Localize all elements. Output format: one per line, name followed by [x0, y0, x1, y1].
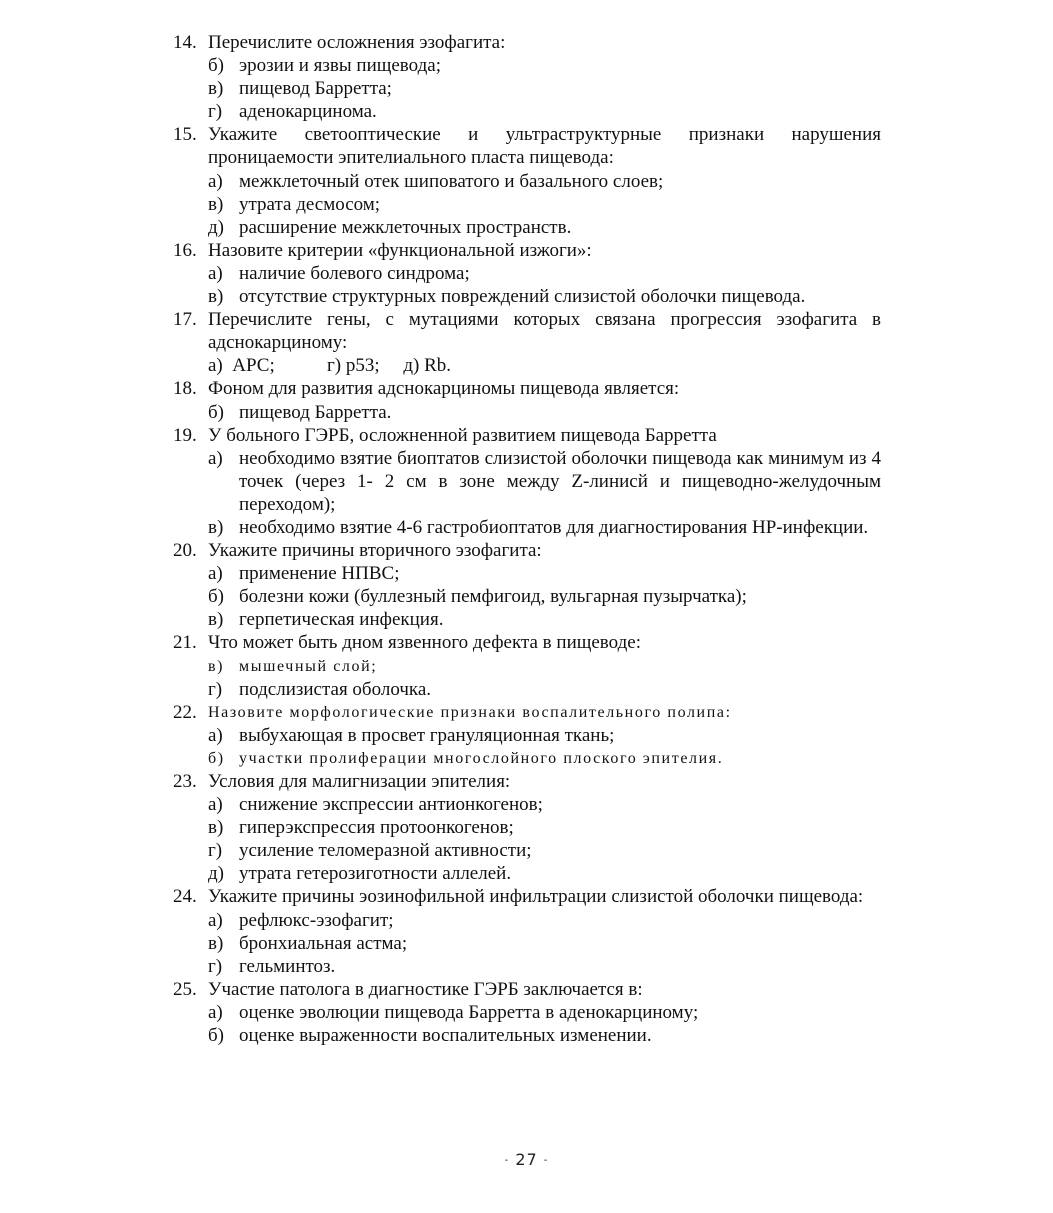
- answer-item: [208, 678, 881, 701]
- answer-item: [208, 54, 881, 77]
- answer-letter: а): [208, 794, 223, 816]
- answer-text: эрозии и язвы пищевода;: [239, 55, 441, 77]
- question-item: [173, 308, 881, 377]
- answer-letter: д): [208, 863, 224, 885]
- answer-item: [208, 193, 881, 216]
- answer-item: [208, 170, 881, 193]
- question-header: [173, 770, 881, 793]
- question-item: [173, 885, 881, 977]
- page-number-value: 27: [515, 1150, 538, 1169]
- answer-item: [208, 724, 881, 747]
- answer-text: болезни кожи (буллезный пемфигоид, вульгарная пузырчатка);: [239, 586, 747, 608]
- answer-item: [208, 608, 881, 631]
- answer-letter: б): [208, 401, 224, 423]
- question-number: 17.: [173, 309, 197, 331]
- question-header: [173, 377, 881, 400]
- answer-item: [208, 655, 881, 678]
- answer-text: гельминтоз.: [239, 955, 336, 977]
- answer-text: пищевод Барретта;: [239, 78, 392, 100]
- answer-letter: в): [208, 516, 224, 538]
- question-item: [173, 377, 881, 423]
- answer-text: оценке выраженности воспалительных изменении.: [239, 1025, 652, 1047]
- answer-text: герпетическая инфекция.: [239, 609, 444, 631]
- answer-letter: в): [208, 817, 224, 839]
- question-text: Укажите причины вторичного эзофагита:: [208, 540, 542, 562]
- answer-text: расширение межклеточных пространств.: [239, 216, 572, 238]
- question-item: [173, 31, 881, 123]
- answer-letter: в): [208, 193, 224, 215]
- question-text: Участие патолога в диагностике ГЭРБ заключается в:: [208, 978, 643, 1000]
- answer-letter: в): [208, 932, 224, 954]
- question-text: Условия для малигнизации эпителия:: [208, 771, 511, 792]
- answer-text: выбухающая в просвет грануляционная ткань;: [239, 724, 615, 746]
- answer-item: [208, 562, 881, 585]
- answer-list: [173, 793, 881, 885]
- question-text: Фоном для развития адснокарциномы пищевода является:: [208, 378, 680, 400]
- answer-item: [208, 585, 881, 608]
- answer-item: [208, 839, 881, 862]
- answer-item: [208, 285, 881, 308]
- question-header: [173, 308, 881, 354]
- answer-letter: б): [208, 55, 224, 77]
- answer-list: [173, 447, 881, 539]
- question-number: 22.: [173, 701, 197, 723]
- answer-item: [208, 862, 881, 885]
- answer-letter: в): [208, 609, 224, 631]
- answer-list: [173, 1001, 881, 1047]
- question-number: 14.: [173, 32, 197, 53]
- answer-letter: а): [208, 724, 223, 746]
- answer-text: утрата десмосом;: [239, 193, 381, 215]
- answer-text: применение НПВС;: [239, 563, 400, 585]
- question-item: [173, 424, 881, 539]
- question-item: [173, 978, 881, 1047]
- answer-letter: г): [208, 955, 223, 977]
- answer-item: [208, 447, 881, 516]
- question-item: [173, 239, 881, 308]
- answer-item: [208, 77, 881, 100]
- answer-item: [208, 909, 881, 932]
- question-item: [173, 631, 881, 700]
- answer-letter: д): [208, 216, 224, 238]
- question-text: Перечислите гены, с мутациями которых связана прогрессия эзофагита в адснокарциному:: [208, 309, 881, 354]
- question-text: У больного ГЭРБ, осложненной развитием пищевода Барретта: [208, 424, 717, 446]
- answer-item: [208, 100, 881, 123]
- answer-item: [208, 747, 881, 770]
- question-header: [173, 239, 881, 262]
- question-number: 18.: [173, 378, 197, 400]
- answer-list: [173, 170, 881, 239]
- answer-letter: б): [208, 1025, 224, 1047]
- answer-letter: а): [208, 447, 223, 469]
- question-text: Укажите причины эозинофильной инфильтрации слизистой оболочки пищевода:: [208, 886, 864, 908]
- answer-text: участки пролиферации многослойного плоского эпителия.: [239, 749, 724, 767]
- question-text: Укажите светооптические и ультраструктурные признаки нарушения проницаемости эпителиального пласта пищевода:: [208, 124, 881, 169]
- answer-letter: а): [208, 1001, 223, 1023]
- question-item: [173, 701, 881, 770]
- answer-letter: г): [208, 840, 223, 862]
- answer-text: мышечный слой;: [239, 657, 378, 675]
- answer-text: наличие болевого синдрома;: [239, 262, 470, 284]
- answer-text: рефлюкс-эзофагит;: [239, 909, 394, 931]
- answer-letter: б): [208, 749, 225, 767]
- question-item: [173, 123, 881, 238]
- answer-text: гиперэкспрессия протоонкогенов;: [239, 817, 514, 839]
- question-item: [173, 770, 881, 885]
- answer-list: [173, 724, 881, 770]
- question-text: Назовите критерии «функциональной изжоги»:: [208, 239, 592, 261]
- question-number: 15.: [173, 124, 197, 146]
- answer-text: снижение экспрессии антионкогенов;: [239, 794, 543, 816]
- question-item: [173, 539, 881, 631]
- question-number: 23.: [173, 771, 197, 792]
- answer-text: необходимо взятие биоптатов слизистой оболочки пищевода как минимум из 4 точек (через 1- 2 см в зоне между Z-линисй и пищеводно-желудочным переходом);: [239, 447, 881, 515]
- answer-letter: г): [208, 101, 223, 123]
- inline-answer-row: а) АРС; г) p53; д) Rb.: [208, 355, 452, 377]
- answer-text: подслизистая оболочка.: [239, 678, 432, 700]
- question-number: 20.: [173, 540, 197, 562]
- question-text: Что может быть дном язвенного дефекта в пищеводе:: [208, 632, 641, 654]
- answer-item: [208, 816, 881, 839]
- question-list: [173, 31, 881, 1047]
- answer-text: бронхиальная астма;: [239, 932, 408, 954]
- question-header: [173, 31, 881, 54]
- answer-letter: а): [208, 909, 223, 931]
- question-text: Назовите морфологические признаки воспалительного полипа:: [208, 703, 732, 721]
- page-number-dash-right: -: [543, 1155, 549, 1166]
- answer-letter: а): [208, 563, 223, 585]
- question-text: Перечислите осложнения эзофагита:: [208, 32, 506, 53]
- question-header: [173, 539, 881, 562]
- page-number-dash-left: -: [504, 1155, 510, 1166]
- question-number: 21.: [173, 632, 197, 654]
- answer-item: [208, 401, 881, 424]
- answer-letter: в): [208, 78, 224, 100]
- answer-text: утрата гетерозиготности аллелей.: [239, 863, 512, 885]
- answer-list: [173, 262, 881, 308]
- question-header: [173, 885, 881, 908]
- answer-item: [208, 262, 881, 285]
- answer-text: усиление теломеразной активности;: [239, 840, 532, 862]
- answer-list: [173, 655, 881, 701]
- answer-text: отсутствие структурных повреждений слизистой оболочки пищевода.: [239, 286, 806, 308]
- answer-text: оценке эволюции пищевода Барретта в аденокарциному;: [239, 1001, 699, 1023]
- answer-item: [208, 932, 881, 955]
- answer-item: [208, 955, 881, 978]
- answer-text: межклеточный отек шиповатого и базального слоев;: [239, 170, 664, 192]
- question-header: [173, 701, 881, 724]
- answer-item: [208, 793, 881, 816]
- answer-text: пищевод Барретта.: [239, 401, 392, 423]
- answer-letter: б): [208, 586, 224, 608]
- question-header: [173, 424, 881, 447]
- question-header: [173, 978, 881, 1001]
- answer-text: необходимо взятие 4-6 гастробиоптатов для диагностирования НР-инфекции.: [239, 516, 869, 538]
- answer-item: [208, 1001, 881, 1024]
- answer-text: аденокарцинома.: [239, 101, 377, 123]
- answer-list: [173, 401, 881, 424]
- question-number: 19.: [173, 424, 197, 446]
- answer-letter: в): [208, 657, 225, 675]
- answer-letter: в): [208, 286, 224, 308]
- answer-letter: г): [208, 678, 223, 700]
- question-header: [173, 631, 881, 654]
- answer-list: [173, 54, 881, 123]
- question-number: 24.: [173, 886, 197, 908]
- page-number: [0, 1150, 1053, 1169]
- answer-item: [208, 216, 881, 239]
- answer-letter: а): [208, 170, 223, 192]
- question-header: [173, 123, 881, 169]
- answer-list: [173, 562, 881, 631]
- answer-item: [208, 1024, 881, 1047]
- question-number: 25.: [173, 978, 197, 1000]
- answer-letter: а): [208, 262, 223, 284]
- answer-list: [173, 909, 881, 978]
- answer-item: [208, 516, 881, 539]
- question-number: 16.: [173, 239, 197, 261]
